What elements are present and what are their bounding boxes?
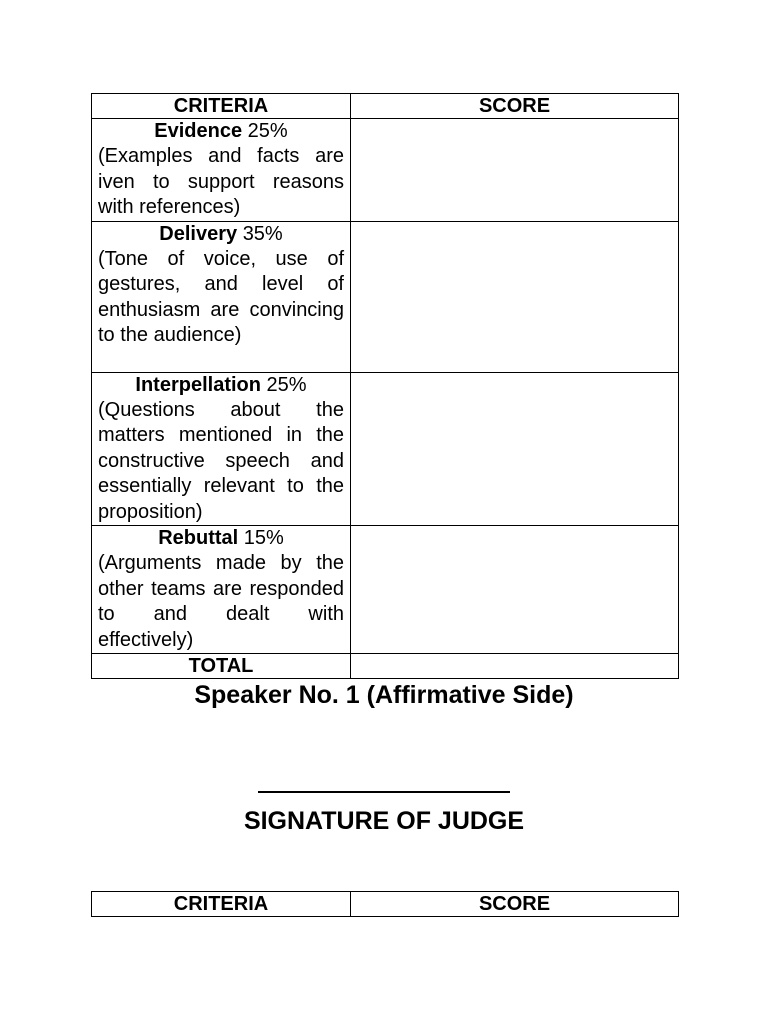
table-row-evidence	[92, 119, 679, 222]
criterion-cell	[92, 221, 351, 372]
criterion-name: Evidence	[154, 120, 243, 142]
criterion-weight: 25%	[247, 120, 288, 142]
table-row-rebuttal	[92, 526, 679, 654]
signature-label: SIGNATURE OF JUDGE	[243, 807, 525, 835]
total-label: TOTAL	[92, 654, 351, 679]
criterion-cell	[92, 119, 351, 222]
criterion-description: (Examples and facts are iven to support reasons with references)	[98, 145, 344, 219]
criterion-title	[98, 373, 344, 398]
table-row-total	[92, 654, 679, 679]
criterion-title	[98, 222, 344, 247]
criterion-description: (Tone of voice, use of gestures, and level of enthusiasm are convincing to the audience)	[98, 248, 344, 347]
signature-line	[258, 791, 510, 793]
criterion-description: (Arguments made by the other teams are responded to and dealt with effectively)	[98, 552, 344, 651]
table-row-delivery	[92, 221, 679, 372]
table-header-row	[92, 892, 679, 917]
rubric-table-speaker-1	[91, 93, 679, 679]
speaker-label: Speaker No. 1 (Affirmative Side)	[194, 681, 574, 709]
criterion-name: Delivery	[159, 222, 238, 245]
criterion-name: Rebuttal	[158, 527, 239, 550]
score-header: SCORE	[351, 94, 679, 119]
criterion-title	[98, 526, 344, 551]
criterion-cell	[92, 526, 351, 654]
criterion-name: Interpellation	[135, 373, 261, 396]
criterion-weight: 15%	[243, 527, 284, 550]
criteria-header: CRITERIA	[92, 892, 351, 917]
rubric-table-next	[91, 891, 679, 917]
score-cell[interactable]	[351, 372, 679, 525]
score-cell[interactable]	[351, 221, 679, 372]
criterion-description: (Questions about the matters mentioned in the constructive speech and essentially relevant to the proposition)	[98, 399, 344, 523]
criterion-weight: 25%	[266, 373, 307, 396]
table-header-row	[92, 94, 679, 119]
criteria-header: CRITERIA	[92, 94, 351, 119]
criterion-title	[98, 119, 344, 144]
criterion-cell	[92, 372, 351, 525]
total-score-cell[interactable]	[351, 654, 679, 679]
criterion-weight: 35%	[242, 222, 283, 245]
table-row-interpellation	[92, 372, 679, 525]
score-cell[interactable]	[351, 119, 679, 222]
score-cell[interactable]	[351, 526, 679, 654]
score-header: SCORE	[351, 892, 679, 917]
